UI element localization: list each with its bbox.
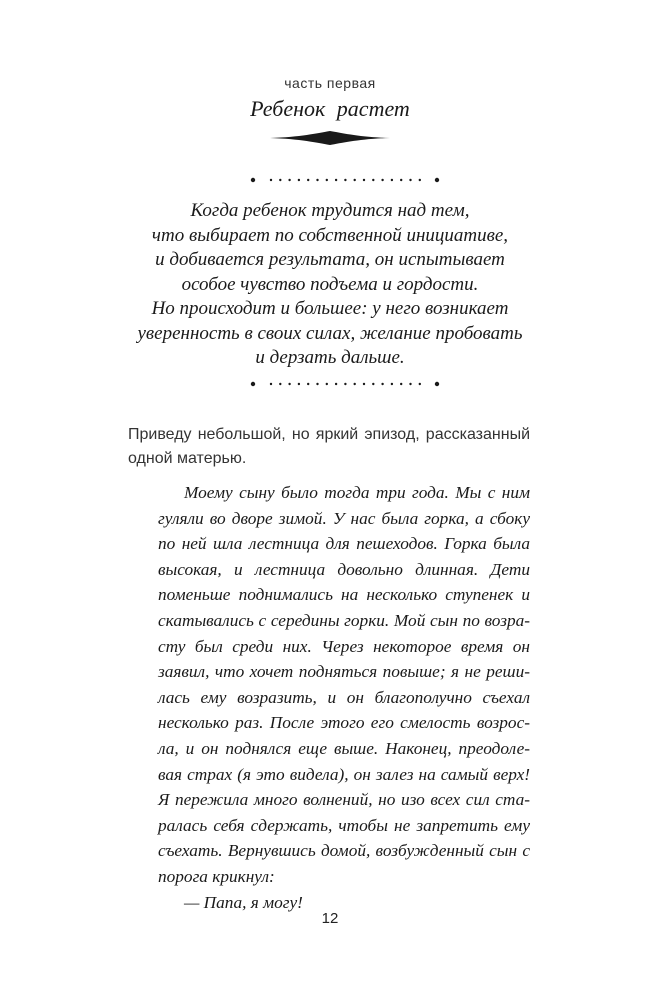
story-line: гуляли во дворе зимой. У нас была горка, а сбоку bbox=[158, 508, 530, 528]
dot bbox=[400, 179, 402, 181]
dot bbox=[381, 179, 383, 181]
dot bbox=[316, 179, 318, 181]
dot-end bbox=[435, 178, 439, 182]
story-line: вая страх (я это видела), он залез на самый верх! bbox=[158, 764, 530, 784]
story-line: съехать. Вернувшись домой, возбужденный сын с bbox=[158, 841, 530, 861]
story-line: ралась себя сдержать, чтобы не запретить ему bbox=[158, 815, 530, 835]
dot bbox=[279, 383, 281, 385]
dot bbox=[372, 179, 374, 181]
story-line: заявил, что хочет подняться повыше; я не реши- bbox=[158, 662, 530, 682]
dot bbox=[316, 383, 318, 385]
story-line: Моему сыну было тогда три года. Мы с ним bbox=[184, 483, 530, 502]
dot bbox=[298, 383, 300, 385]
story-line: скатывались с середины горки. Мой сын по возра- bbox=[158, 610, 530, 630]
epigraph-line: и дерзать дальше. bbox=[255, 347, 405, 368]
story-line: ла, и он поднялся еще выше. Наконец, преодоле- bbox=[158, 738, 530, 758]
intro-paragraph bbox=[128, 423, 530, 471]
dot bbox=[372, 383, 374, 385]
dot bbox=[326, 179, 328, 181]
dot-end bbox=[251, 382, 255, 386]
intro-line: Приведу небольшой, но яркий эпизод, рассказанный bbox=[128, 426, 530, 443]
dot bbox=[391, 179, 393, 181]
dot bbox=[270, 179, 272, 181]
intro-line: одной матерью. bbox=[128, 450, 247, 467]
dotted-rule-top bbox=[249, 176, 441, 184]
dot bbox=[400, 383, 402, 385]
ornament-divider bbox=[270, 131, 390, 145]
epigraph-line: и добивается результата, он испытывает bbox=[155, 249, 505, 270]
dot bbox=[363, 179, 365, 181]
dot bbox=[419, 179, 421, 181]
epigraph-line: что выбирает по собственной инициативе, bbox=[151, 224, 509, 246]
story-line: высокая, и лестница довольно длинная. Дети bbox=[158, 559, 530, 579]
page-number: 12 bbox=[321, 910, 339, 927]
dot bbox=[344, 179, 346, 181]
dot bbox=[298, 179, 300, 181]
dot bbox=[270, 383, 272, 385]
dot bbox=[409, 383, 411, 385]
dot bbox=[288, 179, 290, 181]
epigraph-line: уверенность в своих силах, желание пробовать bbox=[137, 322, 523, 344]
story-line: поменьше поднимались на несколько ступенек и bbox=[158, 585, 530, 605]
dot bbox=[409, 179, 411, 181]
chapter-title: Ребенок растет bbox=[250, 96, 410, 121]
dot bbox=[307, 383, 309, 385]
story-quote bbox=[158, 480, 530, 915]
dot bbox=[288, 383, 290, 385]
dot bbox=[335, 383, 337, 385]
dot bbox=[354, 179, 356, 181]
epigraph-line: Но происходит и большее: у него возникает bbox=[151, 298, 509, 319]
story-dialogue: — Папа, я могу! bbox=[184, 892, 303, 912]
dot bbox=[391, 383, 393, 385]
epigraph bbox=[80, 199, 580, 371]
dot-end bbox=[251, 178, 255, 182]
dot bbox=[326, 383, 328, 385]
epigraph-line: Когда ребенок трудится над тем, bbox=[190, 200, 470, 221]
dot bbox=[335, 179, 337, 181]
epigraph-line: особое чувство подъема и гордости. bbox=[181, 273, 479, 295]
dot bbox=[363, 383, 365, 385]
dot bbox=[307, 179, 309, 181]
dot bbox=[381, 383, 383, 385]
dot-end bbox=[435, 382, 439, 386]
story-line: порога крикнул: bbox=[158, 866, 275, 886]
story-line: несколько раз. После этого его смелость возрос- bbox=[158, 713, 530, 733]
dot bbox=[354, 383, 356, 385]
dot bbox=[344, 383, 346, 385]
story-line: сту был среди них. Через некоторое время он bbox=[158, 636, 530, 656]
story-line: по ней шла лестница для пешеходов. Горка была bbox=[158, 534, 530, 554]
dot bbox=[279, 179, 281, 181]
dot bbox=[419, 383, 421, 385]
part-label: часть первая bbox=[284, 75, 376, 91]
dotted-rule-bottom bbox=[249, 380, 441, 388]
story-line: Я пережила много волнений, но изо всех сил ста- bbox=[158, 790, 530, 810]
story-line: лась ему возразить, и он благополучно съехал bbox=[158, 687, 530, 707]
